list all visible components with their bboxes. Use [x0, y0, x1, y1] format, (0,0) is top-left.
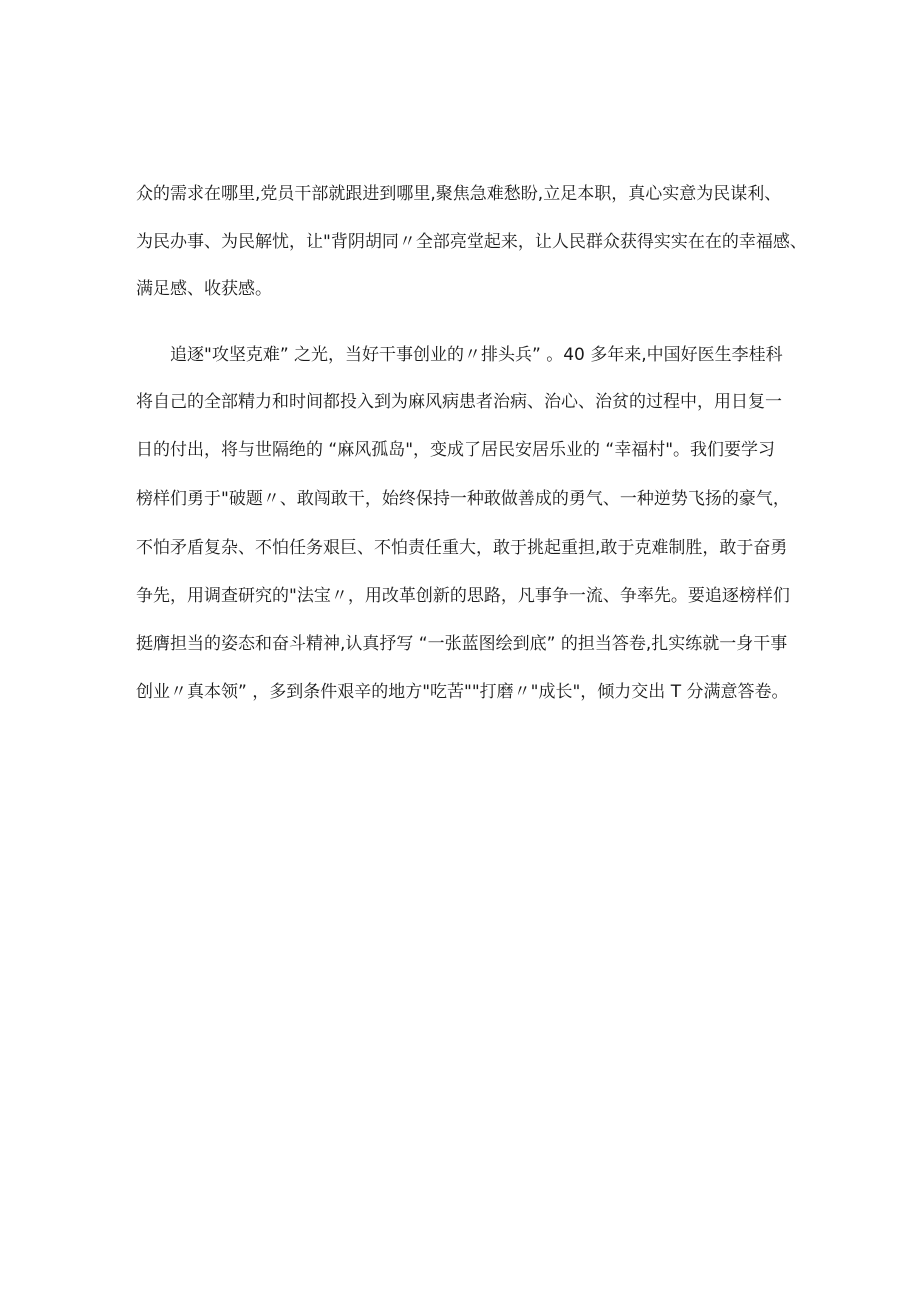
paragraph-line: 不怕矛盾复杂、不怕任务艰巨、不怕责任重大，敢于挑起重担,敢于克难制胜，敢于奋勇 — [136, 538, 788, 558]
paragraph-line: 榜样们勇于"破题〃、敢闯敢干，始终保持一种敢做善成的勇气、一种逆势飞扬的豪气， — [136, 489, 790, 509]
paragraph-line: 满足感、收获感。 — [136, 279, 272, 299]
paragraph-line: 追逐"攻坚克难” 之光，当好干事创业的〃排头兵” 。40 多年来,中国好医生李桂科 — [170, 345, 783, 365]
paragraph-line: 日的付出，将与世隔绝的 “麻风孤岛"，变成了居民安居乐业的 “幸福村"。我们要学习 — [136, 440, 776, 460]
paragraph-line: 众的需求在哪里,党员干部就跟进到哪里,聚焦急难愁盼,立足本职，真心实意为民谋利、 — [136, 184, 782, 204]
paragraph-line: 争先，用调查研究的"法宝〃，用改革创新的思路，凡事争一流、争率先。要追逐榜样们 — [136, 586, 790, 606]
paragraph-line: 为民办事、为民解忧，让"背阴胡同〃全部亮堂起来，让人民群众获得实实在在的幸福感、 — [136, 232, 807, 252]
paragraph-line: 创业〃真本领” ，多到条件艰辛的地方"吃苦""打磨〃"成长"，倾力交出 T 分满意答卷。 — [136, 682, 789, 702]
paragraph-line: 将自己的全部精力和时间都投入到为麻风病患者治病、治心、治贫的过程中，用日复一 — [136, 392, 782, 412]
paragraph-line: 挺膺担当的姿态和奋斗精神,认真抒写 “一张蓝图绘到底” 的担当答卷,扎实练就一身干事 — [136, 634, 788, 654]
